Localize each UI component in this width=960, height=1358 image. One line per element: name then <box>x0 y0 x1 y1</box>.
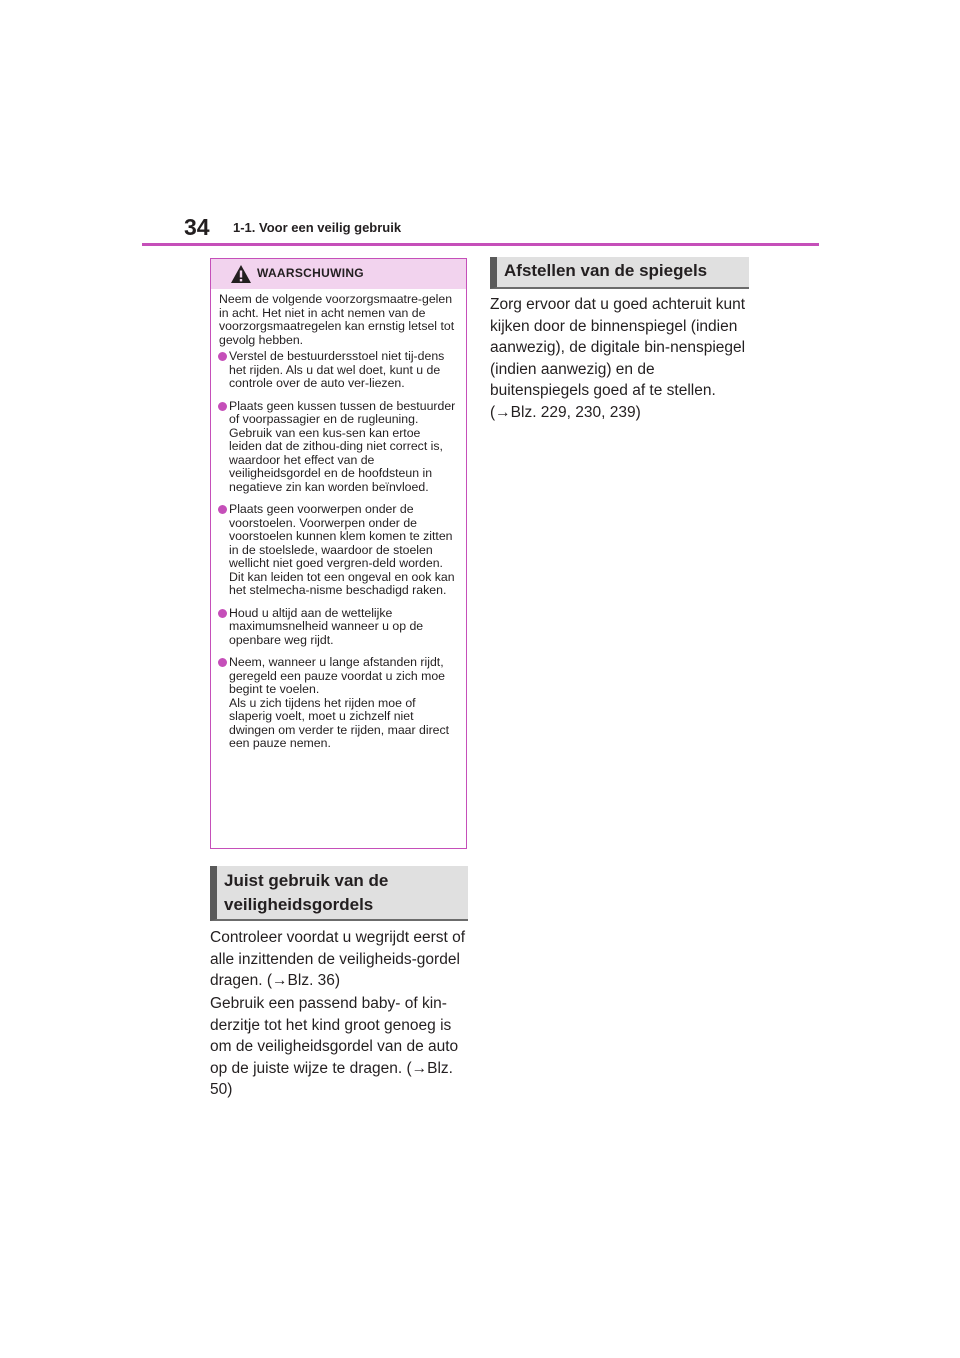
warning-item <box>219 400 456 495</box>
warning-body <box>211 289 466 751</box>
mirrors-paragraph: Zorg ervoor dat u goed achteruit kunt kijken door de binnenspiegel (indien aanwezig), de digitale bin-nenspiegel (indien aanwezig) en de buitenspiegels goed af te stellen. (→Blz. 229, 230, 239) <box>490 296 746 421</box>
mirrors-heading: Afstellen van de spiegels <box>490 257 749 289</box>
warning-item <box>219 607 456 648</box>
warning-header <box>211 259 466 289</box>
bullet-dot-icon <box>218 402 227 411</box>
bullet-dot-icon <box>218 609 227 618</box>
warning-item-text: Verstel de bestuurdersstoel niet tij-dens het rijden. Als u dat wel doet, kunt u de controle over de auto ver-liezen. <box>229 349 445 390</box>
bullet-dot-icon <box>218 352 227 361</box>
warning-item <box>219 350 456 391</box>
section-title: 1-1. Voor een veilig gebruik <box>233 220 402 235</box>
warning-item-text: Houd u altijd aan de wettelijke maximumsnelheid wanneer u op de openbare weg rijdt. <box>229 605 424 647</box>
seatbelt-heading-line2: veiligheidsgordels <box>224 895 374 914</box>
page-number: 34 <box>184 214 210 240</box>
warning-title: WAARSCHUWING <box>257 266 364 280</box>
warning-item-text: Plaats geen voorwerpen onder de voorstoelen. Voorwerpen onder de voorstoelen kunnen klem komen te zitten in de stoelslede, waardoor de stoelen wellicht niet goed vergren-deld worden. Dit kan leiden tot een ongeval en ook kan het stelmecha-nisme beschadigd raken. <box>229 502 455 597</box>
seatbelt-heading-line1: Juist gebruik van de <box>224 871 389 890</box>
warning-item-text: Plaats geen kussen tussen de bestuurder of voorpassagier en de rugleuning. Gebruik van een kus-sen kan ertoe leiden dat de zithou-ding niet correct is, waardoor het effect van de veiligheidsgordel en de hoofdsteun in negatieve zin kan worden beïnvloed. <box>229 398 456 494</box>
warning-intro: Neem de volgende voorzorgsmaatre-gelen in acht. Het niet in acht nemen van de voorzorgsmaatregelen kan ernstig letsel tot gevolg hebben. <box>219 292 455 347</box>
header-divider <box>142 243 819 246</box>
seatbelt-paragraph-2: Gebruik een passend baby- of kin-derzitje tot het kind groot genoeg is om de veiligheidsgordel van de auto op de juiste wijze te dragen. (→Blz. 50) <box>210 995 459 1098</box>
bullet-dot-icon <box>218 658 227 667</box>
seatbelt-heading <box>210 866 468 921</box>
warning-triangle-icon <box>230 264 252 284</box>
warning-box <box>210 258 467 849</box>
seatbelt-paragraph-1: Controleer voordat u wegrijdt eerst of alle inzittenden de veiligheids-gordel dragen. (→Blz. 36) <box>210 929 466 989</box>
bullet-dot-icon <box>218 505 227 514</box>
warning-item <box>219 656 456 751</box>
warning-item <box>219 503 456 598</box>
warning-item-text: Neem, wanneer u lange afstanden rijdt, geregeld een pauze voordat u zich moe begint te voelen. <box>229 655 446 696</box>
warning-item-text-continued: Als u zich tijdens het rijden moe of slaperig voelt, moet u zichzelf niet dwingen om verder te rijden, maar direct een pauze nemen. <box>229 695 450 750</box>
